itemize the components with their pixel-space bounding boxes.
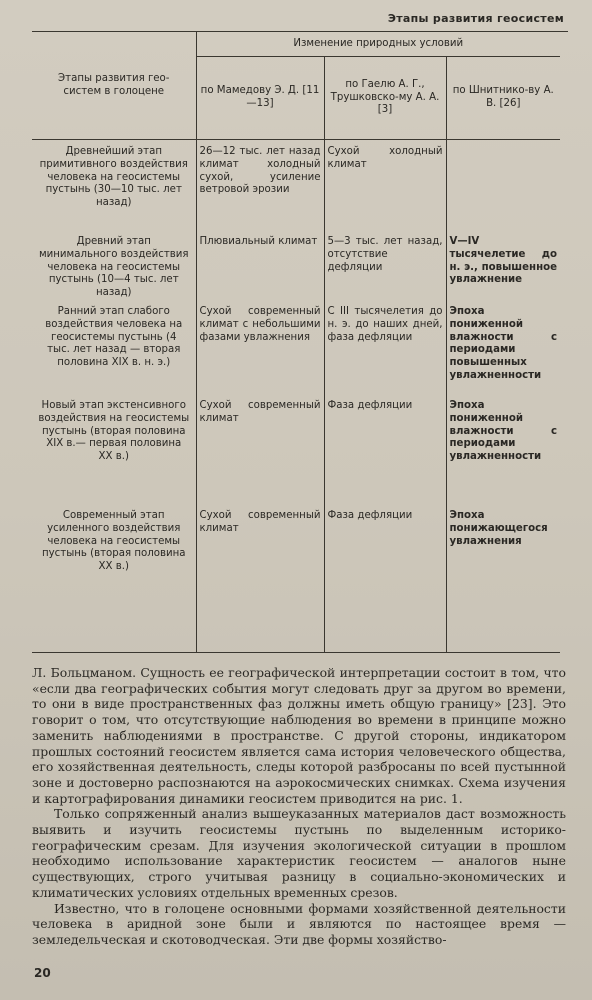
stage-cell: Новый этап экстенсивного воздействия на геосистемы пустынь (вторая половина XIX в.— первая половина XX в.) <box>32 394 196 504</box>
shnitnikov-cell: Эпоха пониженной влажности с периодами увлажненности <box>449 399 558 463</box>
stage-cell: Современный этап усиленного воздействия человека на геосистемы пустынь (вторая половина XX в.) <box>32 504 196 646</box>
page-number: 20 <box>34 966 51 980</box>
table-row <box>32 394 560 504</box>
table-row <box>32 504 560 646</box>
body-text <box>32 665 566 948</box>
mamedov-cell: Сухой современный климат <box>196 394 324 504</box>
mamedov-column-header: по Мамедову Э. Д. [11—13] <box>196 57 324 140</box>
shnitnikov-cell: V—IV тысячелетие до н. э., повышенное увлажнение <box>449 236 558 286</box>
paragraph: Известно, что в голоцене основными формами хозяйственной деятельности человека в аридной зоне были и являются по настоящее время — земледельческая и скотоводческая. Эти две формы хозяйство- <box>32 900 566 947</box>
gael-cell: Сухой холодный климат <box>324 140 446 231</box>
mamedov-cell: Сухой современный климат <box>196 504 324 646</box>
paragraph: Л. Больцманом. Сущность ее географической интерпретации состоит в том, что «если два географических события могут следовать друг за другом во времени, то они в виде пространственных фаз должны иметь общую границу» [23]. Это говорит о том, что отсутствующие наблюдения во времени в принципе можно заменить наблюдениями в пространстве. С другой стороны, индикатором прошлых состояний геосистем является сама история человеческого общества, его хозяйственная деятельность, следы которой разбросаны по всей пустынной зоне и достоверно распознаются на аэрокосмических снимках. Схема изучения и картографирования динамики геосистем приводится на рис. 1. <box>32 664 566 806</box>
table-row <box>32 140 560 231</box>
gael-cell: 5—3 тыс. лет назад, отсутствие дефляции <box>324 230 446 300</box>
mamedov-cell: Плювиальный климат <box>196 230 324 300</box>
shnitnikov-cell <box>446 140 560 231</box>
table-row <box>32 300 560 394</box>
stage-cell: Древнейший этап примитивного воздействия человека на геосистемы пустынь (30—10 тыс. лет назад) <box>32 140 196 231</box>
gael-cell: С III тысячелетия до н. э. до наших дней, фаза дефляции <box>324 300 446 394</box>
gael-column-header: по Гаелю А. Г., Трушковско-му А. А. [3] <box>324 57 446 140</box>
gael-cell: Фаза дефляции <box>324 504 446 646</box>
shnitnikov-column-header: по Шнитнико-ву А. В. [26] <box>446 57 560 140</box>
stages-table <box>32 32 560 653</box>
table-row <box>32 230 560 300</box>
gael-cell: Фаза дефляции <box>324 394 446 504</box>
running-head: Этапы развития геосистем <box>387 12 564 25</box>
group-column-header: Изменение природных условий <box>196 32 560 57</box>
shnitnikov-cell: Эпоха понижающегося увлажнения <box>449 509 548 547</box>
mamedov-cell: 26—12 тыс. лет назад климат холодный сухой, усиление ветровой эрозии <box>196 140 324 231</box>
stage-cell: Ранний этап слабого воздействия человека на геосистемы пустынь (4 тыс. лет назад — вторая половина XIX в. н. э.) <box>32 300 196 394</box>
stage-column-header: Этапы развития гео-систем в голоцене <box>32 32 196 140</box>
shnitnikov-cell: Эпоха пониженной влажности с периодами повышенных увлажненности <box>449 305 558 381</box>
mamedov-cell: Сухой современный климат с небольшими фазами увлажнения <box>196 300 324 394</box>
table-bottom-rule <box>32 646 560 653</box>
paragraph: Только сопряженный анализ вышеуказанных материалов даст возможность выявить и изучить геосистемы пустынь по выделенным историко-географическим срезам. Для изучения экологической ситуации в прошлом необходимо использование характеристик геосистем — аналогов ныне существующих, строго учитывая разницу в социально-экономических и климатических условиях отдельных временных срезов. <box>32 806 566 900</box>
stage-cell: Древний этап минимального воздействия человека на геосистемы пустынь (10—4 тыс. лет назад) <box>32 230 196 300</box>
